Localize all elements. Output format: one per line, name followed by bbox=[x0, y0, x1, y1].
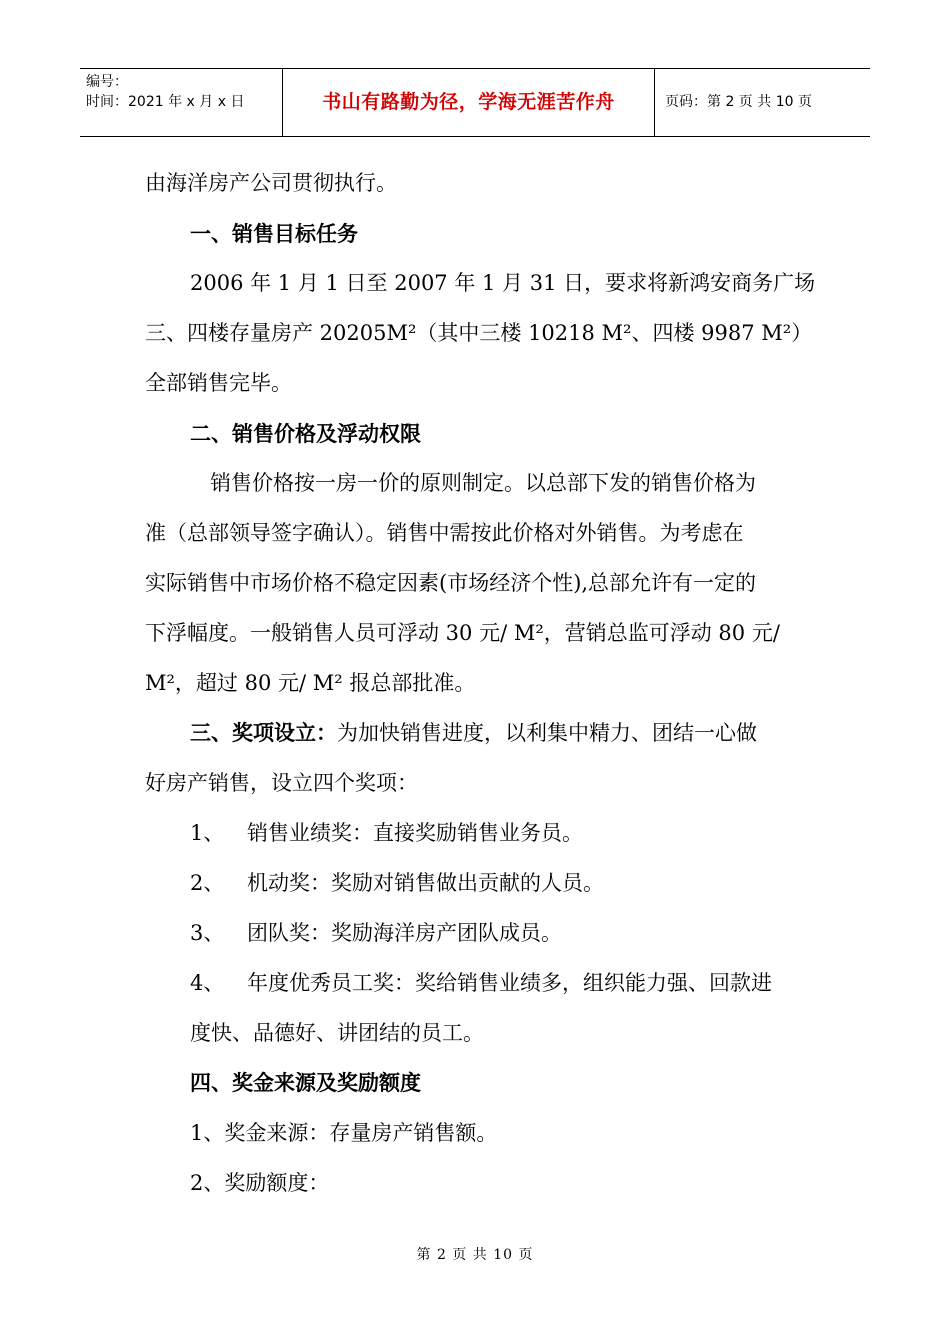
section-heading-1: 一、销售目标任务 bbox=[190, 221, 358, 246]
section-heading-3: 三、奖项设立： bbox=[190, 720, 337, 745]
list-item-text: 销售业绩奖：直接奖励销售业务员。 bbox=[247, 821, 583, 845]
paragraph-line: 三、四楼存量房产 20205M²（其中三楼 10218 M²、四楼 9987 M²） bbox=[145, 321, 813, 345]
page-header bbox=[80, 68, 870, 137]
header-page-info: 页码：第 2 页 共 10 页 bbox=[665, 94, 812, 110]
document-number-label: 编号： bbox=[86, 74, 128, 90]
paragraph-line: 1、奖金来源：存量房产销售额。 bbox=[190, 1121, 498, 1145]
header-motto: 书山有路勤为径，学海无涯苦作舟 bbox=[283, 69, 655, 136]
paragraph-line: 准（总部领导签字确认）。销售中需按此价格对外销售。为考虑在 bbox=[145, 521, 744, 545]
list-item-text: 年度优秀员工奖：奖给销售业绩多，组织能力强、回款进 bbox=[247, 971, 772, 995]
paragraph-line: 销售价格按一房一价的原则制定。以总部下发的销售价格为 bbox=[210, 471, 756, 495]
paragraph-text: 为加快销售进度，以利集中精力、团结一心做 bbox=[337, 721, 757, 745]
paragraph-line: 2、奖励额度： bbox=[190, 1171, 330, 1195]
document-time: 时间：2021 年 x 月 x 日 bbox=[86, 94, 245, 110]
section-heading-4: 四、奖金来源及奖励额度 bbox=[190, 1070, 421, 1095]
paragraph-line: M²，超过 80 元/ M² 报总部批准。 bbox=[145, 671, 476, 695]
paragraph-line: 2006 年 1 月 1 日至 2007 年 1 月 31 日，要求将新鸿安商务广场 bbox=[190, 271, 816, 295]
list-item-number: 4、 bbox=[190, 971, 225, 995]
list-item-number: 1、 bbox=[190, 821, 225, 845]
list-item-text: 团队奖：奖励海洋房产团队成员。 bbox=[247, 921, 562, 945]
section-heading-2: 二、销售价格及浮动权限 bbox=[190, 421, 421, 446]
paragraph-line: 实际销售中市场价格不稳定因素(市场经济个性),总部允许有一定的 bbox=[145, 571, 757, 595]
paragraph-line: 全部销售完毕。 bbox=[145, 371, 292, 395]
page-footer: 第 2 页 共 10 页 bbox=[416, 1247, 534, 1263]
paragraph-line: 好房产销售，设立四个奖项： bbox=[145, 771, 418, 795]
list-item bbox=[190, 868, 604, 898]
header-meta bbox=[80, 69, 283, 136]
list-item bbox=[190, 918, 562, 948]
paragraph-line: 下浮幅度。一般销售人员可浮动 30 元/ M²，营销总监可浮动 80 元/ bbox=[145, 621, 780, 645]
list-item bbox=[190, 968, 772, 998]
list-item-number: 3、 bbox=[190, 921, 225, 945]
paragraph-line: 由海洋房产公司贯彻执行。 bbox=[145, 171, 397, 195]
list-item bbox=[190, 818, 583, 848]
section-heading-3-line bbox=[190, 718, 757, 748]
list-item-continuation: 度快、品德好、讲团结的员工。 bbox=[190, 1021, 484, 1045]
list-item-number: 2、 bbox=[190, 871, 225, 895]
list-item-text: 机动奖：奖励对销售做出贡献的人员。 bbox=[247, 871, 604, 895]
